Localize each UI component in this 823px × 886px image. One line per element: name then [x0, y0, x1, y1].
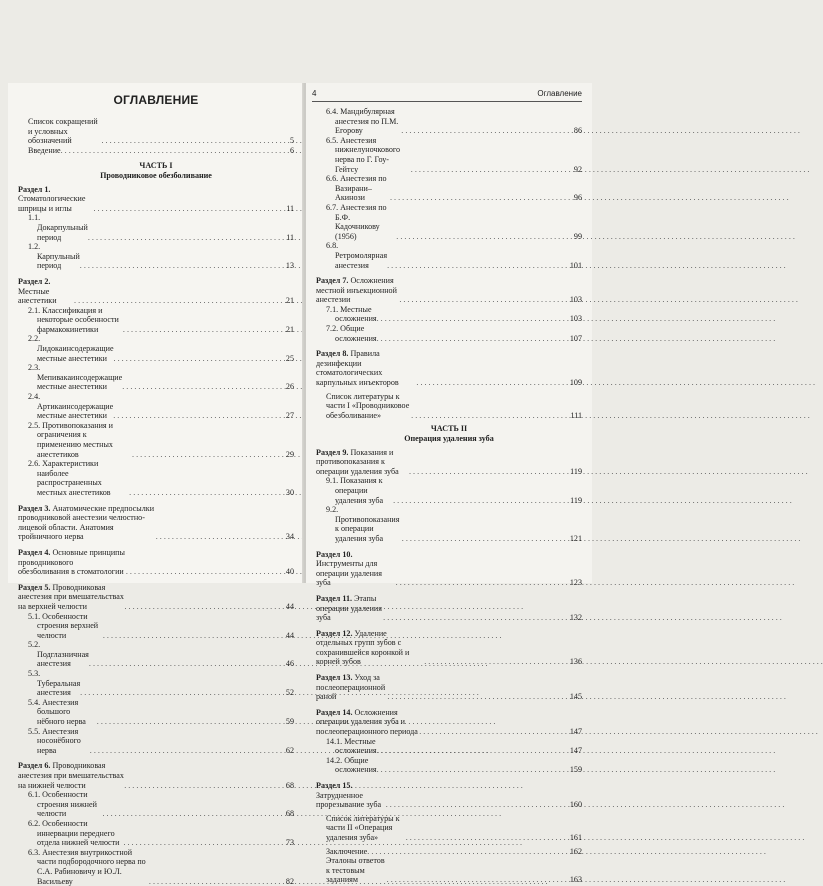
- dot-leader: [122, 382, 284, 392]
- toc-page-number: 46: [285, 659, 294, 669]
- toc-page-number: 109: [569, 378, 582, 388]
- toc-entry-title: Инструменты для операции удаления зуба: [316, 559, 382, 588]
- toc-entry-title: 2.1. Классификация и некоторые особенности фармакокинетики: [28, 305, 119, 334]
- page-number: 4: [312, 89, 317, 98]
- toc-entry-title: 14.1. Местные осложнения: [326, 736, 377, 756]
- part-label: ЧАСТЬ I: [139, 161, 173, 171]
- toc-entry-text: [18, 277, 74, 306]
- toc-entry: [316, 814, 582, 843]
- toc-page-number: 96: [573, 193, 582, 203]
- toc-entry-text: [326, 203, 396, 241]
- toc-entry: [316, 737, 582, 756]
- dot-leader: [387, 261, 568, 271]
- part-title: Операция удаления зуба: [404, 434, 494, 443]
- toc-page-number: 21: [285, 324, 294, 334]
- toc-entry-text: [28, 698, 97, 727]
- toc-entry-text: [326, 324, 377, 343]
- dot-leader: [401, 126, 572, 136]
- toc-entry-title: Показания и противопоказания к операции удаления зуба: [316, 447, 399, 476]
- toc-entry: [316, 847, 582, 857]
- toc-entry-title: 7.2. Общие осложнения: [326, 324, 377, 343]
- toc-entry-title: Введение: [28, 145, 61, 155]
- toc-entry-title: Затрудненное прорезывание зуба: [316, 790, 382, 810]
- toc-entry: [18, 277, 294, 306]
- toc-page-number: 86: [573, 126, 582, 136]
- toc-entry: [18, 459, 294, 497]
- toc-page-number: 111: [570, 410, 582, 420]
- toc-entry-title: Осложнения операции удаления зуба и послеоперационного периода: [316, 707, 418, 737]
- toc-entry-text: [28, 306, 123, 335]
- toc-entry-text: [28, 117, 102, 146]
- toc-entry-text: [28, 848, 149, 886]
- dot-leader: [402, 534, 568, 544]
- dot-leader: [102, 809, 283, 819]
- toc-entry-title: Этапы операции удаления зуба: [316, 593, 382, 623]
- toc-entry-text: [326, 856, 387, 885]
- section-number: Раздел 10.: [316, 549, 353, 559]
- toc-entry-text: [316, 673, 387, 702]
- toc-page-number: 145: [569, 692, 582, 702]
- toc-page-number: 73: [285, 838, 294, 848]
- dot-leader: [390, 193, 572, 203]
- toc-entry-title: 9.2. Противопоказания к операции удаления зуба: [326, 505, 400, 543]
- toc-entry-text: [28, 819, 123, 848]
- toc-entry-text: [18, 548, 126, 577]
- toc-entry-title: 7.1. Местные осложнения: [326, 304, 377, 324]
- toc-entry-title: Проводниковая анестезия при вмешательствах на верхней челюсти: [18, 582, 124, 611]
- toc-page-number: 5: [289, 136, 294, 146]
- toc-page-number: 27: [285, 411, 294, 421]
- toc-entry-title: 2.5. Противопоказания и ограничения к применению местных анестетиков: [28, 420, 113, 459]
- dot-leader: [80, 261, 284, 271]
- toc-entry-title: 1.2. Карпульный период: [28, 242, 80, 271]
- toc-entry-title: Местные анестетики: [18, 286, 57, 306]
- toc-entry-text: [326, 241, 387, 270]
- toc-entry-title: Анатомические предпосылки проводниковой анестезии челюстно-лицевой области. Анатомия тройничного нерва: [18, 503, 155, 542]
- dot-leader: [424, 657, 568, 667]
- toc-entry: [316, 756, 582, 775]
- toc-page-number: 30: [285, 487, 294, 497]
- running-title: Оглавление: [537, 89, 582, 98]
- toc-entry: [316, 136, 582, 174]
- toc-entry-title: Проводниковая анестезия при вмешательствах на нижней челюсти: [18, 761, 124, 790]
- toc-entry-title: 6.4. Мандибулярная анестезия по П.М. Егорову: [326, 107, 399, 136]
- toc-entry: [18, 727, 294, 756]
- dot-leader: [406, 833, 568, 843]
- toc-page-number: 107: [569, 333, 582, 343]
- dot-leader: [114, 354, 284, 364]
- section-number: Раздел 15.: [316, 781, 353, 790]
- toc-page-number: 147: [569, 727, 582, 737]
- toc-page-number: 40: [285, 567, 294, 577]
- toc-entry: [316, 203, 582, 241]
- toc-entry-title: 5.4. Анестезия большого нёбного нерва: [28, 697, 86, 727]
- section-number: Раздел 1.: [18, 184, 51, 194]
- toc-entry: [316, 505, 582, 543]
- toc-entry: [18, 363, 294, 392]
- toc-entry-text: [28, 421, 132, 459]
- toc-page-number: 161: [569, 832, 582, 842]
- toc-entry-text: [316, 781, 386, 810]
- section-number: Раздел 7.: [316, 276, 349, 286]
- toc-page-number: 68: [285, 809, 294, 819]
- toc-page-number: 92: [573, 164, 582, 174]
- toc-entry-text: [28, 363, 122, 392]
- toc-page-number: 119: [570, 495, 582, 505]
- dot-leader: [123, 325, 284, 335]
- toc-list-left: [18, 117, 294, 886]
- toc-entry-text: [326, 305, 377, 324]
- toc-entry: [18, 790, 294, 819]
- dot-leader: [386, 800, 568, 810]
- dot-leader: [396, 578, 568, 588]
- toc-page-number: 147: [569, 746, 582, 756]
- dot-leader: [416, 378, 567, 388]
- toc-entry: [18, 761, 294, 790]
- toc-entry-text: [28, 213, 88, 242]
- toc-entry-text: [316, 594, 383, 623]
- toc-entry: [18, 213, 294, 242]
- toc-entry-title: 5.3. Туберальная анестезия: [28, 669, 81, 698]
- toc-entry-text: [28, 727, 90, 756]
- dot-leader: [399, 295, 568, 305]
- toc-entry: [18, 242, 294, 271]
- dot-leader: [411, 165, 572, 175]
- toc-entry-text: [326, 476, 393, 505]
- dot-leader: [367, 847, 568, 857]
- toc-entry-title: 6.8. Ретромолярная анестезия: [326, 241, 388, 270]
- toc-page-number: 59: [285, 717, 294, 727]
- toc-page-number: 123: [569, 578, 582, 588]
- toc-entry-title: Уход за послеоперационной раной: [316, 673, 386, 702]
- toc-list-right: [316, 107, 582, 885]
- section-number: Раздел 12.: [316, 628, 353, 638]
- toc-entry-text: [326, 107, 401, 136]
- toc-page-number: 62: [285, 745, 294, 755]
- dot-leader: [89, 659, 284, 669]
- toc-entry-text: [18, 583, 124, 612]
- toc-entry-title: 2.6. Характеристики наиболее распространенных местных анестетиков: [28, 459, 111, 497]
- toc-page-number: 26: [285, 382, 294, 392]
- toc-entry-title: 2.3. Мепивакаинсодержащие местные анестетики: [28, 363, 123, 392]
- dot-leader: [377, 314, 568, 324]
- toc-entry-text: [326, 505, 402, 543]
- toc-entry-text: [316, 550, 396, 588]
- toc-page-number: 52: [285, 688, 294, 698]
- toc-page-number: 25: [285, 353, 294, 363]
- toc-entry-title: Эталоны ответов к тестовым заданиям: [326, 856, 385, 885]
- dot-leader: [113, 411, 284, 421]
- toc-entry: [316, 107, 582, 136]
- dot-leader: [90, 746, 284, 756]
- toc-entry-title: 6.6. Анестезия по Вазирани–Акинози: [326, 174, 387, 203]
- toc-entry: [316, 241, 582, 270]
- toc-entry-text: [316, 276, 399, 305]
- left-page: [8, 83, 304, 886]
- toc-entry-title: Стоматологические шприцы и иглы: [18, 194, 86, 213]
- toc-entry: [316, 673, 582, 702]
- toc-entry-title: Осложнения местной инъекционной анестезии: [316, 276, 397, 305]
- dot-leader: [377, 334, 568, 344]
- toc-page-number: 103: [569, 295, 582, 305]
- toc-entry-text: [326, 847, 367, 857]
- toc-page-number: 99: [573, 231, 582, 241]
- section-number: Раздел 5.: [18, 582, 51, 592]
- toc-entry-text: [28, 334, 114, 363]
- dot-leader: [74, 296, 284, 306]
- dot-leader: [132, 450, 284, 460]
- toc-page-number: 82: [285, 876, 294, 886]
- toc-entry: [316, 550, 582, 588]
- dot-leader: [149, 877, 284, 886]
- toc-entry-title: Основные принципы проводникового обезболивания в стоматологии: [18, 547, 125, 577]
- toc-page-number: 11: [286, 203, 294, 213]
- toc-page-number: 119: [570, 466, 582, 476]
- dot-leader: [387, 875, 568, 885]
- toc-entry: [316, 305, 582, 324]
- toc-entry-text: [326, 392, 411, 421]
- toc-entry-text: [326, 756, 377, 775]
- running-header: [312, 89, 582, 102]
- toc-page-number: 44: [285, 630, 294, 640]
- toc-entry-text: [28, 669, 80, 698]
- toc-entry: [316, 594, 582, 623]
- toc-page-number: 21: [285, 296, 294, 306]
- toc-entry: [18, 548, 294, 577]
- section-number: Раздел 11.: [316, 593, 353, 603]
- dot-leader: [393, 496, 568, 506]
- toc-entry: [18, 504, 294, 542]
- dot-leader: [93, 204, 284, 214]
- toc-title: ОГЛАВЛЕНИЕ: [113, 93, 199, 107]
- toc-page-number: 132: [569, 613, 582, 623]
- toc-entry-text: [28, 790, 102, 819]
- toc-page-number: 103: [569, 314, 582, 324]
- toc-entry-title: Список литературы к части II «Операция удаления зуба»: [326, 813, 400, 842]
- toc-entry: [316, 324, 582, 343]
- toc-entry-text: [326, 174, 390, 203]
- toc-entry: [316, 349, 582, 387]
- dot-leader: [419, 727, 568, 737]
- toc-entry: [316, 856, 582, 885]
- section-number: Раздел 14.: [316, 707, 353, 717]
- toc-entry: [316, 392, 582, 421]
- toc-entry-title: 6.7. Анестезия по Б.Ф. Кадочникову (1956): [326, 202, 387, 241]
- toc-entry: [18, 117, 294, 146]
- toc-entry-title: 1.1. Докарпульный период: [28, 213, 88, 242]
- toc-entry-title: 2.4. Артикаинсодержащие местные анестетики: [28, 392, 114, 421]
- toc-entry-text: [28, 242, 80, 271]
- toc-page-number: 136: [569, 657, 582, 667]
- toc-entry: [316, 276, 582, 305]
- toc-page-number: 11: [286, 232, 294, 242]
- toc-page-number: 101: [569, 260, 582, 270]
- toc-entry-title: Список сокращений и условных обозначений: [28, 117, 98, 146]
- toc-entry-title: 9.1. Показания к операции удаления зуба: [326, 476, 384, 505]
- toc-entry-text: [18, 504, 156, 542]
- toc-entry-text: [28, 459, 129, 497]
- dot-leader: [103, 631, 284, 641]
- toc-entry: [18, 819, 294, 848]
- toc-entry: [316, 629, 582, 667]
- part-title: Проводниковое обезболивание: [100, 170, 212, 180]
- toc-entry-text: [28, 640, 89, 669]
- toc-entry: [18, 392, 294, 421]
- dot-leader: [88, 233, 284, 243]
- toc-entry-title: 2.2. Лидокаинсодержащие местные анестетики: [28, 334, 114, 363]
- toc-page-number: 159: [569, 765, 582, 775]
- toc-entry-text: [326, 737, 377, 756]
- toc-entry: [18, 334, 294, 363]
- toc-entry: [18, 612, 294, 641]
- dot-leader: [126, 567, 284, 577]
- toc-entry: [18, 185, 294, 214]
- toc-entry-text: [316, 448, 409, 477]
- toc-page-number: 13: [285, 261, 294, 271]
- toc-entry-text: [18, 185, 93, 214]
- toc-page-number: 160: [569, 800, 582, 810]
- right-page: [306, 83, 592, 885]
- dot-leader: [411, 411, 568, 421]
- toc-entry: [18, 583, 294, 612]
- toc-entry-text: [326, 814, 406, 843]
- dot-leader: [124, 602, 283, 612]
- toc-entry-text: [326, 136, 411, 174]
- toc-page-number: 163: [569, 875, 582, 885]
- toc-page-number: 44: [285, 601, 294, 611]
- toc-entry: [316, 708, 582, 737]
- section-number: Раздел 2.: [18, 276, 51, 286]
- toc-entry-title: 6.1. Особенности строения нижней челюсти: [28, 790, 97, 819]
- toc-entry: [18, 306, 294, 335]
- toc-page-number: 121: [569, 533, 582, 543]
- toc-entry-title: 5.1. Особенности строения верхней челюсти: [28, 611, 99, 640]
- toc-page-number: 29: [285, 449, 294, 459]
- toc-page-number: 162: [569, 846, 582, 856]
- section-number: Раздел 13.: [316, 673, 353, 683]
- toc-entry-text: [316, 349, 416, 387]
- toc-entry-title: 6.5. Анестезия нижнелуночкового нерва по Г. Гоу-Гейтсу: [326, 135, 401, 174]
- toc-entry-title: 6.3. Анестезия внутрикостной части подбородочного нерва по С.А. Рабиновичу и Ю.Л. Васильеву: [28, 847, 146, 886]
- toc-entry: [18, 640, 294, 669]
- toc-entry-title: 5.5. Анестезия носонёбного нерва: [28, 726, 81, 755]
- dot-leader: [129, 488, 284, 498]
- toc-entry: [316, 448, 582, 477]
- section-number: Раздел 6.: [18, 761, 51, 771]
- section-number: Раздел 3.: [18, 503, 51, 513]
- dot-leader: [97, 717, 284, 727]
- toc-entry-text: [316, 629, 424, 667]
- dot-leader: [102, 136, 288, 146]
- toc-entry: [18, 698, 294, 727]
- toc-entry-title: 5.2. Подглазничная анестезия: [28, 640, 89, 669]
- toc-entry-title: Правила дезинфекции стоматологических карпульных инъекторов: [316, 349, 399, 388]
- dot-leader: [383, 613, 568, 623]
- toc-entry-text: [28, 146, 61, 156]
- dot-leader: [80, 688, 284, 698]
- toc-entry-text: [28, 392, 113, 421]
- dot-leader: [124, 781, 284, 791]
- toc-entry-text: [28, 612, 103, 641]
- toc-entry-title: 14.2. Общие осложнения: [326, 755, 377, 775]
- toc-entry: [18, 146, 294, 156]
- toc-entry-title: Удаление отдельных групп зубов с сохранившейся коронкой и корней зубов: [316, 628, 410, 667]
- dot-leader: [409, 467, 568, 477]
- toc-entry-title: 6.2. Особенности иннервации переднего отдела нижней челюсти: [28, 818, 120, 848]
- toc-page-number: 6: [289, 145, 294, 155]
- dot-leader: [123, 838, 283, 848]
- toc-entry: [316, 476, 582, 505]
- dot-leader: [61, 146, 288, 156]
- dot-leader: [396, 232, 572, 242]
- section-number: Раздел 9.: [316, 447, 349, 457]
- toc-page-number: 68: [285, 780, 294, 790]
- toc-entry-title: Заключение: [326, 846, 368, 856]
- toc-entry: [18, 669, 294, 698]
- section-number: Раздел 8.: [316, 349, 349, 359]
- toc-entry: [18, 421, 294, 459]
- toc-entry: [316, 174, 582, 203]
- toc-entry-text: [18, 761, 124, 790]
- dot-leader: [387, 692, 568, 702]
- toc-entry: [18, 848, 294, 886]
- dot-leader: [377, 765, 568, 775]
- toc-entry: [316, 781, 582, 810]
- toc-entry-title: Список литературы к части I «Проводниковое обезболивание»: [326, 391, 410, 420]
- dot-leader: [156, 532, 284, 542]
- dot-leader: [377, 746, 568, 756]
- toc-page-number: 34: [285, 532, 294, 542]
- section-number: Раздел 4.: [18, 547, 51, 557]
- toc-entry-text: [316, 708, 419, 737]
- part-label: ЧАСТЬ II: [430, 424, 468, 434]
